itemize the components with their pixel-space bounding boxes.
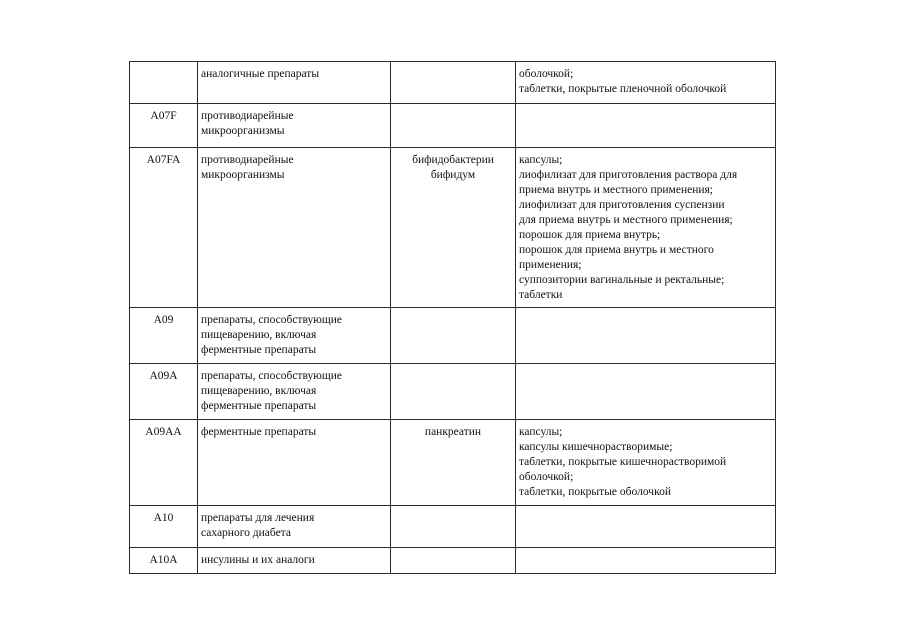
dosage-form-line: суппозитории вагинальные и ректальные; bbox=[519, 274, 725, 286]
anatomical-group-cell bbox=[198, 420, 391, 506]
table-row bbox=[130, 308, 776, 364]
drug-name-cell bbox=[391, 308, 516, 364]
group-text-line: ферментные препараты bbox=[201, 400, 317, 412]
atc-code-cell: A07F bbox=[130, 104, 198, 148]
group-text-line: микроорганизмы bbox=[201, 169, 285, 181]
dosage-form-line: капсулы кишечнорастворимые; bbox=[519, 441, 673, 453]
drug-name-line: бифидум bbox=[430, 169, 476, 181]
dosage-form-line: порошок для приема внутрь; bbox=[519, 229, 661, 241]
dosage-form-line: лиофилизат для приготовления раствора для bbox=[519, 169, 738, 181]
anatomical-group-cell bbox=[198, 308, 391, 364]
drug-name-cell bbox=[391, 148, 516, 308]
group-text-line: пищеварению, включая bbox=[201, 329, 317, 341]
atc-code-cell: A07FA bbox=[130, 148, 198, 308]
group-text-line: микроорганизмы bbox=[201, 125, 285, 137]
atc-code-cell bbox=[130, 62, 198, 104]
anatomical-group-cell bbox=[198, 62, 391, 104]
dosage-form-line: оболочкой; bbox=[519, 471, 574, 483]
anatomical-group-cell bbox=[198, 548, 391, 574]
group-text-line: пищеварению, включая bbox=[201, 385, 317, 397]
dosage-forms-cell bbox=[516, 308, 776, 364]
table-row bbox=[130, 104, 776, 148]
dosage-forms-cell bbox=[516, 506, 776, 548]
drug-name-cell bbox=[391, 364, 516, 420]
table-row bbox=[130, 548, 776, 574]
dosage-form-line: лиофилизат для приготовления суспензии bbox=[519, 199, 725, 211]
group-text-line: противодиарейные bbox=[201, 154, 294, 166]
group-text-line: ферментные препараты bbox=[201, 344, 317, 356]
anatomical-group-cell bbox=[198, 506, 391, 548]
drug-name-cell bbox=[391, 62, 516, 104]
dosage-form-line: капсулы; bbox=[519, 426, 563, 438]
table-row bbox=[130, 506, 776, 548]
dosage-form-line: таблетки, покрытые кишечнорастворимой bbox=[519, 456, 727, 468]
group-text-line: сахарного диабета bbox=[201, 527, 291, 539]
dosage-form-line: таблетки bbox=[519, 289, 563, 301]
dosage-form-line: порошок для приема внутрь и местного bbox=[519, 244, 714, 256]
drug-classification-table bbox=[129, 61, 776, 574]
drug-name-line: бифидобактерии bbox=[412, 154, 494, 166]
anatomical-group-cell bbox=[198, 148, 391, 308]
drug-name-line: панкреатин bbox=[424, 426, 482, 438]
dosage-form-line: приема внутрь и местного применения; bbox=[519, 184, 713, 196]
group-text-line: препараты, способствующие bbox=[201, 314, 342, 326]
atc-code-cell: A09A bbox=[130, 364, 198, 420]
table-row bbox=[130, 364, 776, 420]
drug-name-cell bbox=[391, 506, 516, 548]
dosage-forms-cell bbox=[516, 62, 776, 104]
anatomical-group-cell bbox=[198, 364, 391, 420]
group-text-line: препараты для лечения bbox=[201, 512, 315, 524]
anatomical-group-cell bbox=[198, 104, 391, 148]
table-row bbox=[130, 62, 776, 104]
drug-name-cell bbox=[391, 548, 516, 574]
atc-code-cell: A09 bbox=[130, 308, 198, 364]
group-text-line: ферментные препараты bbox=[201, 426, 317, 438]
dosage-forms-cell bbox=[516, 548, 776, 574]
dosage-form-line: таблетки, покрытые оболочкой bbox=[519, 486, 671, 498]
dosage-form-line: оболочкой; bbox=[519, 68, 574, 80]
group-text-line: аналогичные препараты bbox=[201, 68, 320, 80]
drug-name-cell bbox=[391, 104, 516, 148]
group-text-line: инсулины и их аналоги bbox=[201, 554, 315, 566]
atc-code-cell: A09AA bbox=[130, 420, 198, 506]
dosage-forms-cell bbox=[516, 364, 776, 420]
dosage-forms-cell bbox=[516, 104, 776, 148]
dosage-form-line: капсулы; bbox=[519, 154, 563, 166]
table-row bbox=[130, 420, 776, 506]
dosage-form-line: для приема внутрь и местного применения; bbox=[519, 214, 733, 226]
atc-code-cell: A10A bbox=[130, 548, 198, 574]
group-text-line: противодиарейные bbox=[201, 110, 294, 122]
drug-name-cell bbox=[391, 420, 516, 506]
atc-code-cell: A10 bbox=[130, 506, 198, 548]
table-row bbox=[130, 148, 776, 308]
dosage-forms-cell bbox=[516, 148, 776, 308]
group-text-line: препараты, способствующие bbox=[201, 370, 342, 382]
dosage-form-line: таблетки, покрытые пленочной оболочкой bbox=[519, 83, 727, 95]
table-body bbox=[130, 62, 776, 574]
dosage-forms-cell bbox=[516, 420, 776, 506]
dosage-form-line: применения; bbox=[519, 259, 582, 271]
